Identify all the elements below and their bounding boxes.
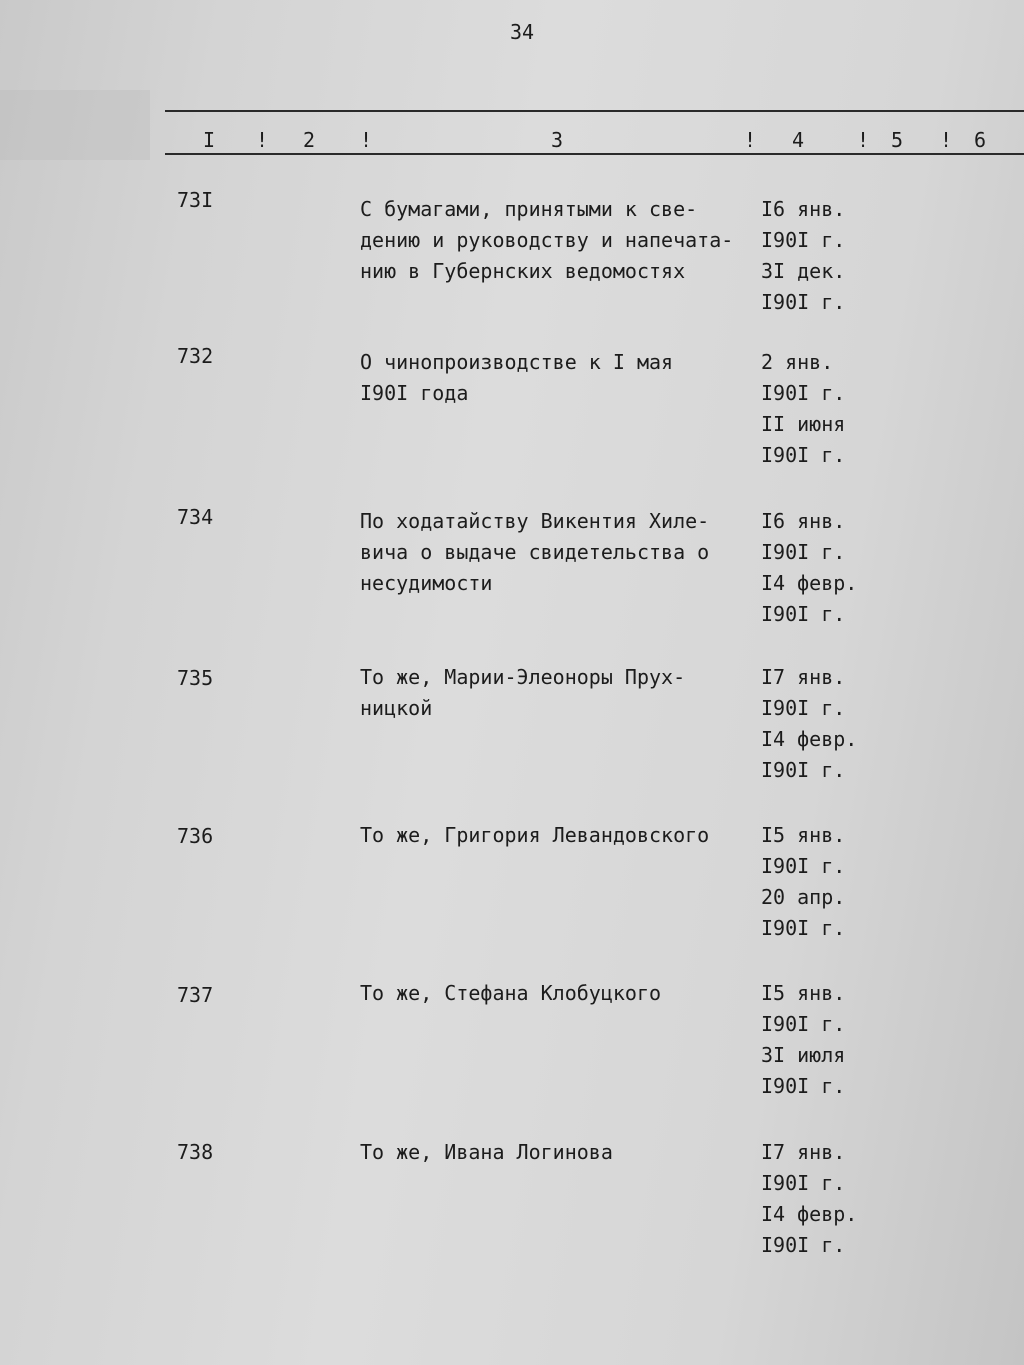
- entry-number: 737: [177, 983, 214, 1007]
- description-line: несудимости: [360, 571, 493, 595]
- date-line: I90I г.: [761, 228, 846, 252]
- date-line: I90I г.: [761, 381, 846, 405]
- date-line: I90I г.: [761, 443, 846, 467]
- date-line: I90I г.: [761, 1074, 846, 1098]
- date-line: I4 февр.: [761, 571, 858, 595]
- entry-dates: [761, 662, 857, 786]
- description-line: вича о выдаче свидетельства о: [360, 540, 710, 564]
- date-line: 20 апр.: [761, 885, 846, 909]
- entry-description: [360, 506, 755, 599]
- date-line: I90I г.: [761, 540, 846, 564]
- date-line: I5 янв.: [761, 823, 846, 847]
- description-line: С бумагами, принятыми к све-: [360, 197, 698, 221]
- date-line: I6 янв.: [761, 509, 846, 533]
- date-line: I7 янв.: [761, 1140, 846, 1164]
- header-separator: !: [360, 128, 373, 152]
- date-line: I6 янв.: [761, 197, 846, 221]
- entry-description: [360, 978, 755, 1009]
- header-rule-top: [165, 110, 1024, 112]
- header-rule-bottom: [165, 153, 1024, 155]
- date-line: I90I г.: [761, 1012, 846, 1036]
- bleed-through-margin: [0, 90, 150, 160]
- entry-number: 73I: [177, 188, 214, 212]
- entry-description: [360, 662, 755, 724]
- date-line: I90I г.: [761, 1171, 846, 1195]
- entry-dates: [761, 194, 845, 318]
- description-line: I90I года: [360, 381, 469, 405]
- date-line: I90I г.: [761, 916, 846, 940]
- entry-description: [360, 1137, 755, 1168]
- entry-number: 734: [177, 505, 214, 529]
- entry-dates: [761, 978, 845, 1102]
- entry-number: 732: [177, 344, 214, 368]
- date-line: 2 янв.: [761, 350, 834, 374]
- entry-description: [360, 820, 755, 851]
- description-line: По ходатайству Викентия Хиле-: [360, 509, 710, 533]
- header-separator: !: [857, 128, 870, 152]
- header-col-3: 3: [551, 128, 564, 152]
- description-line: нию в Губернских ведомостях: [360, 259, 686, 283]
- date-line: I90I г.: [761, 290, 846, 314]
- entry-number: 738: [177, 1140, 214, 1164]
- date-line: I4 февр.: [761, 727, 858, 751]
- entry-dates: [761, 820, 845, 944]
- date-line: I90I г.: [761, 854, 846, 878]
- entry-description: [360, 194, 755, 287]
- date-line: I4 февр.: [761, 1202, 858, 1226]
- description-line: То же, Марии-Элеоноры Прух-: [360, 665, 686, 689]
- header-col-6: 6: [974, 128, 987, 152]
- entry-description: [360, 347, 755, 409]
- description-line: То же, Григория Левандовского: [360, 823, 710, 847]
- date-line: II июня: [761, 412, 846, 436]
- description-line: дению и руководству и напечата-: [360, 228, 734, 252]
- date-line: I90I г.: [761, 602, 846, 626]
- description-line: ницкой: [360, 696, 433, 720]
- date-line: 3I дек.: [761, 259, 846, 283]
- date-line: 3I июля: [761, 1043, 846, 1067]
- header-col-5: 5: [891, 128, 904, 152]
- page-number: 34: [510, 20, 535, 44]
- header-col-2: 2: [303, 128, 316, 152]
- date-line: I90I г.: [761, 696, 846, 720]
- header-separator: !: [256, 128, 269, 152]
- entry-dates: [761, 1137, 857, 1261]
- description-line: То же, Ивана Логинова: [360, 1140, 613, 1164]
- date-line: I90I г.: [761, 1233, 846, 1257]
- entry-dates: [761, 347, 845, 471]
- entry-number: 736: [177, 824, 214, 848]
- header-separator: !: [940, 128, 953, 152]
- header-separator: !: [744, 128, 757, 152]
- entry-number: 735: [177, 666, 214, 690]
- header-col-4: 4: [792, 128, 805, 152]
- header-col-1: I: [203, 128, 216, 152]
- date-line: I5 янв.: [761, 981, 846, 1005]
- entry-dates: [761, 506, 857, 630]
- description-line: То же, Стефана Клобуцкого: [360, 981, 662, 1005]
- date-line: I7 янв.: [761, 665, 846, 689]
- date-line: I90I г.: [761, 758, 846, 782]
- description-line: О чинопроизводстве к I мая: [360, 350, 674, 374]
